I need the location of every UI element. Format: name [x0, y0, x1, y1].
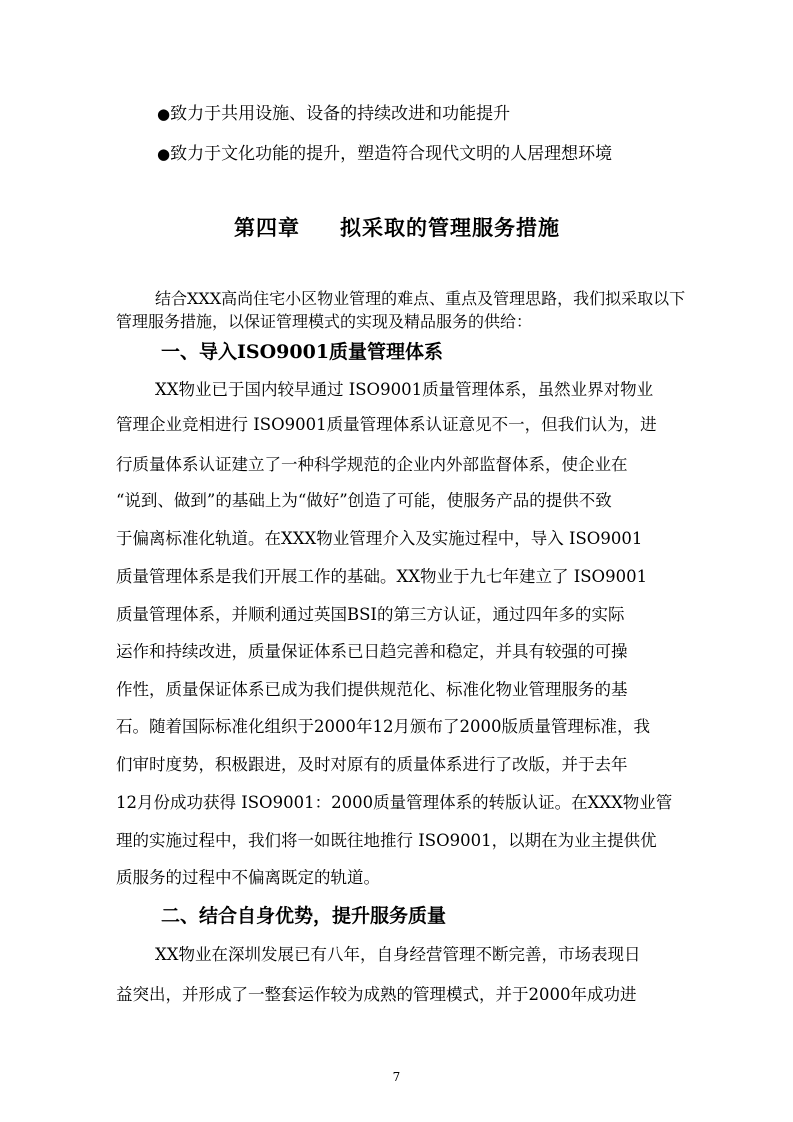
- paragraph-line: 质量管理体系是我们开展工作的基础。XX物业于九七年建立了 ISO9001: [116, 567, 648, 586]
- bullet-item: [157, 103, 510, 125]
- chapter-title: [234, 217, 560, 239]
- intro-line: 结合XXX高尚住宅小区物业管理的难点、重点及管理思路，我们拟采取以下: [155, 289, 686, 308]
- bullet-text: 致力于共用设施、设备的持续改进和功能提升: [170, 104, 511, 124]
- paragraph-line: 石。随着国际标准化组织于2000年12月颁布了2000版质量管理标准，我: [116, 717, 650, 736]
- paragraph-line: 理的实施过程中，我们将一如既往地推行 ISO9001，以期在为业主提供优: [116, 831, 657, 850]
- paragraph-line: 12月份成功获得 ISO9001：2000质量管理体系的转版认证。在XXX物业管: [116, 793, 673, 812]
- paragraph-line: XX物业在深圳发展已有八年，自身经营管理不断完善，市场表现日: [155, 945, 641, 964]
- bullet-item: [157, 143, 612, 165]
- paragraph-line: 运作和持续改进，质量保证体系已日趋完善和稳定，并具有较强的可操: [116, 642, 628, 661]
- paragraph-line: 们审时度势，积极跟进，及时对原有的质量体系进行了改版，并于去年: [116, 755, 628, 774]
- section-heading: 一、导入ISO9001质量管理体系: [161, 341, 444, 363]
- paragraph-line: 行质量体系认证建立了一种科学规范的企业内外部监督体系，使企业在: [116, 455, 628, 474]
- paragraph-line: 于偏离标准化轨道。在XXX物业管理介入及实施过程中，导入 ISO9001: [116, 529, 643, 548]
- paragraph-line: XX物业已于国内较早通过 ISO9001质量管理体系，虽然业界对物业: [155, 380, 654, 399]
- paragraph-line: 质服务的过程中不偏离既定的轨道。: [116, 868, 380, 887]
- bullet-dot-icon: ●: [157, 105, 171, 123]
- paragraph-line: 质量管理体系，并顺利通过英国BSI的第三方认证，通过四年多的实际: [116, 605, 625, 624]
- bullet-dot-icon: ●: [157, 145, 171, 163]
- paragraph-line: “说到、做到”的基础上为“做好”创造了可能，使服务产品的提供不致: [116, 491, 612, 510]
- chapter-number: 第四章: [234, 215, 300, 240]
- page-number: 7: [392, 1070, 401, 1084]
- chapter-title-text: 拟采取的管理服务措施: [340, 215, 560, 240]
- bullet-text: 致力于文化功能的提升，塑造符合现代文明的人居理想环境: [170, 144, 613, 164]
- paragraph-line: 益突出，并形成了一整套运作较为成熟的管理模式，并于2000年成功进: [116, 985, 637, 1004]
- paragraph-line: 作性，质量保证体系已成为我们提供规范化、标准化物业管理服务的基: [116, 680, 628, 699]
- section-heading: 二、结合自身优势，提升服务质量: [161, 905, 447, 927]
- intro-line: 管理服务措施，以保证管理模式的实现及精品服务的供给：: [116, 312, 533, 331]
- paragraph-line: 管理企业竞相进行 ISO9001质量管理体系认证意见不一，但我们认为，进: [116, 415, 657, 434]
